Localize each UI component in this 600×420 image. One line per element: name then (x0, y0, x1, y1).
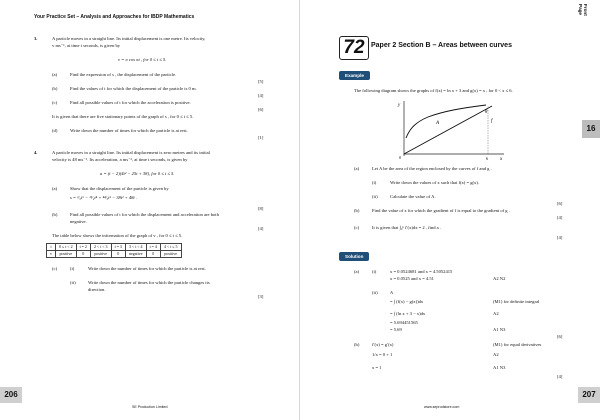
table-cell: positive (160, 251, 181, 258)
q4c-ii-text-2: direction. (88, 287, 106, 292)
right-page-number: 207 (578, 387, 600, 403)
q3a-marks: [5] (258, 79, 264, 84)
sol-a-ii-code-3: A2 (493, 311, 499, 316)
sol-b-line-1: f′(x) = g′(x) (372, 342, 394, 347)
g-label: g (485, 109, 488, 114)
table-cell: 0 (111, 251, 125, 258)
f-label: f (491, 119, 493, 124)
solution-tag: Solution (339, 252, 369, 261)
q3d-marks: [1] (258, 135, 264, 140)
q4c-ii-label: (ii) (70, 280, 76, 285)
sign-table-header-row (47, 244, 182, 251)
page-divider (299, 0, 300, 420)
qa-ii-text: Calculate the value of A . (390, 194, 437, 199)
sol-a-ii-marks: [6] (557, 334, 563, 339)
table-cell: 0 (146, 251, 160, 258)
q3b-marks: [4] (258, 93, 264, 98)
sol-a-code-2: A2 N2 (493, 276, 506, 281)
table-cell: 2 < t < 3 (90, 244, 111, 251)
sol-b-marks: [4] (557, 374, 563, 379)
q4c-i-text: Write down the number of times for which the particle is at rest. (88, 266, 206, 271)
qb-label: (b) (354, 208, 360, 213)
qb-marks: [4] (557, 215, 563, 220)
table-cell: negative (125, 251, 146, 258)
q3c-marks: [6] (258, 107, 264, 112)
area-label: A (436, 121, 440, 126)
q4a-formula: s = ¹⁄₅t⁵ − ¹³⁄₄t⁴ + ⁴⁴⁄₃t³ − 38t² + 48t . (70, 195, 138, 200)
x-end-label: 6 (486, 156, 488, 160)
qa-i-label: (i) (372, 180, 377, 185)
qa-label: (a) (354, 166, 360, 171)
q4c-ii-text-1: Write down the number of times for which the particle changes its (88, 280, 210, 285)
sol-a-ii-line-4: = 5.694451565 (390, 320, 418, 325)
sol-a-ii-label: (ii) (372, 290, 378, 295)
x-axis-label: x (500, 157, 503, 160)
q3a-text: Find the expression of s , the displacement of the particle. (70, 72, 177, 77)
q4-table-intro: The table below shows the information of the graph of v , for 0 ≤ t ≤ 5. (52, 233, 183, 238)
table-cell: positive (56, 251, 77, 258)
q4a-text: Show that the displacement of the particle is given by (70, 186, 169, 191)
table-cell: t = 2 (76, 244, 90, 251)
qc-label: (c) (354, 225, 360, 230)
q4-intro-2: velocity is 48 ms⁻¹. Its acceleration, a ms⁻², at time t seconds, is given by (52, 157, 188, 162)
q4a-label: (a) (52, 186, 58, 191)
q4b-marks: [4] (258, 226, 264, 231)
section-number-badge: 72 (339, 36, 369, 60)
front-page-label: Front Page (578, 4, 588, 16)
q4-intro-1: A particle moves in a straight line. Its initial displacement is zero metres and its initial (52, 150, 210, 155)
q3b-text: Find the values of t for which the displacement of the particle is 0 m. (70, 86, 197, 91)
left-footer: SE Production Limited (132, 405, 168, 409)
table-cell: positive (90, 251, 111, 258)
q3-formula: v = π cos πt , for 0 ≤ t ≤ 5. (118, 57, 167, 62)
chapter-side-tab: 16 (582, 120, 600, 138)
q4-formula: a = (t − 2)(4t² − 25t + 38), for 0 ≤ t ≤ 5. (100, 171, 175, 176)
q3-intro-2: v ms⁻¹, at time t seconds, is given by (52, 43, 121, 48)
table-cell: 0 ≤ t < 2 (56, 244, 77, 251)
qa-marks: [6] (557, 201, 563, 206)
table-cell: t = 3 (111, 244, 125, 251)
left-page-number: 206 (0, 387, 22, 403)
q4c-i-label: (i) (70, 266, 75, 271)
sol-a-line-1: x = 0.0524681 and x = 4.5052415 (390, 269, 453, 274)
sol-a-ii-line-3: = ∫ (ln x + 3 − x)dx (390, 311, 426, 316)
sol-a-ii-code-5: A1 N3 (493, 327, 506, 332)
sol-a-ii-code-2: (M1) for definite integral (493, 299, 540, 304)
sol-b-label: (b) (354, 342, 360, 347)
q3d-label: (d) (52, 128, 58, 133)
q3c-label: (c) (52, 100, 58, 105)
sol-a-ii-line-5: = 5.69 (390, 327, 402, 332)
qc-marks: [4] (557, 235, 563, 240)
q4a-marks: [8] (258, 206, 264, 211)
q3-number: 3. (34, 36, 38, 41)
q3d-text: Write down the number of times for which the particle is at rest. (70, 128, 188, 133)
sol-a-ii-line-2: = ∫ (f(x) − g(x))dx (390, 299, 424, 304)
sol-b-line-2: 1/x = 0 + 1 (372, 352, 393, 357)
q3a-label: (a) (52, 72, 58, 77)
left-header-title: Your Practice Set – Analysis and Approaches for IBDP Mathematics (34, 14, 195, 20)
q3b-label: (b) (52, 86, 58, 91)
table-cell: 3 < t < 4 (125, 244, 146, 251)
qb-text: Find the value of x for which the gradient of f is equal to the gradient of g . (372, 208, 510, 213)
origin-label: 0 (399, 155, 401, 160)
table-cell: 0 (76, 251, 90, 258)
sign-table-value-row (47, 251, 182, 258)
table-cell: t = 4 (146, 244, 160, 251)
q3c-text: Find all possible values of t for which the acceleration is positive. (70, 100, 191, 105)
example-intro: The following diagram shows the graphs of f(x) = ln x + 3 and g(x) = x , for 0 < x ≤ 6. (354, 88, 513, 93)
table-cell: 4 < t ≤ 5 (160, 244, 181, 251)
right-footer: www.seprodstore.com (424, 405, 460, 409)
example-tag: Example (339, 71, 370, 80)
q3-note: It is given that there are five stationary points of the graph of s , for 0 ≤ t ≤ 5. (52, 114, 194, 119)
sol-a-ii-line-1: A (390, 290, 393, 295)
qa-ii-label: (ii) (372, 194, 378, 199)
y-axis-label: y (398, 103, 401, 108)
q4b-text-1: Find all possible values of t for which the displacement and acceleration are both (70, 212, 219, 217)
sign-table (46, 243, 182, 258)
sol-a-label: (a) (354, 269, 360, 274)
section-title: Paper 2 Section B – Areas between curves (371, 42, 512, 49)
sol-a-i-label: (i) (372, 269, 377, 274)
q4-number: 4. (34, 150, 38, 155)
q4c-label: (c) (52, 266, 58, 271)
q4b-text-2: negative. (70, 219, 87, 224)
f-curve (406, 105, 486, 138)
table-cell: v (47, 251, 56, 258)
qa-i-text: Write down the values of x such that f(x) = g(x). (390, 180, 480, 185)
sol-b-code-1: (M1) for equal derivatives (493, 342, 542, 347)
sol-b-line-3: x = 1 (372, 365, 382, 370)
table-cell: t (47, 244, 56, 251)
q3-intro-1: A particle moves in a straight line. Its initial displacement is one metre. Its velocity, (52, 36, 206, 41)
sol-b-code-2: A2 (493, 352, 499, 357)
area-graph (396, 98, 508, 160)
qc-text: It is given that ∫₀ᵏ f′(x)dx = 2 , find a . (372, 225, 442, 230)
sol-a-line-2: x = 0.0525 and x = 4.51 (390, 276, 434, 281)
q4c-marks: [3] (258, 294, 264, 299)
qa-text: Let A be the area of the region enclosed by the curves of f and g . (372, 166, 492, 171)
g-line (404, 106, 492, 154)
sol-b-code-3: A1 N3 (493, 365, 506, 370)
q4b-label: (b) (52, 212, 58, 217)
